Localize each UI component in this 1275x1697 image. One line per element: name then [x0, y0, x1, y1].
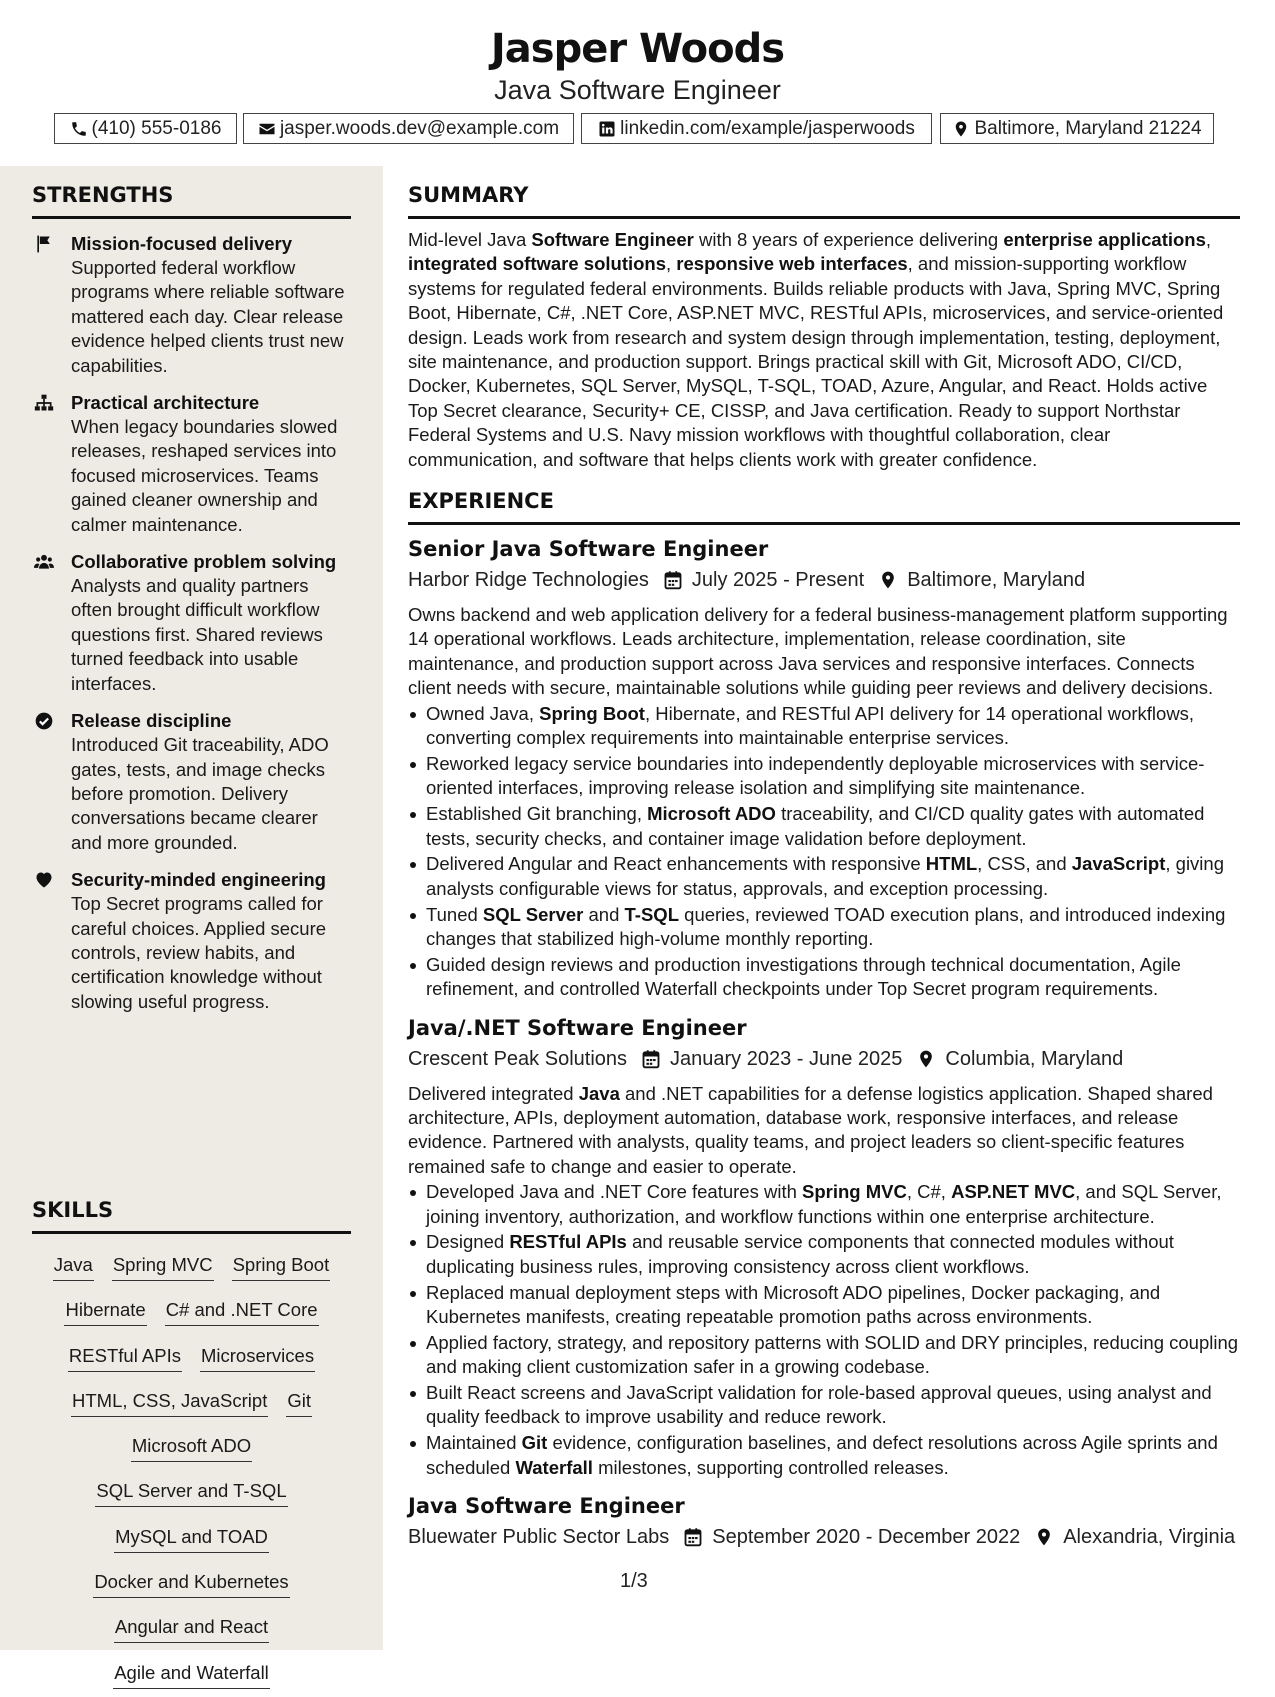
job-title: Java/.NET Software Engineer [408, 1015, 747, 1040]
location-text: Baltimore, Maryland 21224 [974, 117, 1202, 139]
job-location: Columbia, Maryland [945, 1047, 1124, 1070]
sitemap-icon [33, 393, 55, 413]
calendar-icon [683, 1527, 703, 1547]
list-item: Maintained Git evidence, configuration baselines, and defect resolutions across Agile sprints and scheduled Waterfall milestones, supporting controlled releases. [408, 1431, 1240, 1480]
strength-description: Analysts and quality partners often brought difficult workflow questions first. Shared reviews turned feedback into usable interfaces. [71, 575, 323, 694]
job-dates: July 2025 - Present [691, 569, 865, 592]
skill-row [32, 1470, 351, 1515]
strength-item [32, 391, 351, 537]
job-meta [408, 566, 1240, 594]
contact-location[interactable] [940, 113, 1214, 144]
skill-tag: Hibernate [64, 1297, 146, 1326]
strength-title: Security-minded engineering [71, 869, 326, 891]
strength-description: Supported federal workflow programs where reliable software mattered each day. Clear release evidence helped clients trust new capabilities. [71, 257, 345, 376]
experience-heading: EXPERIENCE [408, 488, 1240, 525]
skills-section [32, 1197, 351, 1697]
list-item: Built React screens and JavaScript validation for role-based approval queues, using analyst and quality feedback to improve usability and reduce rework. [408, 1381, 1240, 1430]
list-item: Guided design reviews and production investigations through technical documentation, Agile refinement, and controlled Waterfall checkpoints under Top Secret program requirements. [408, 953, 1240, 1002]
job-location: Baltimore, Maryland [907, 569, 1086, 592]
contact-email[interactable] [243, 113, 574, 144]
strengths-heading: STRENGTHS [32, 182, 351, 219]
strength-title: Practical architecture [71, 392, 260, 414]
job-meta [408, 1045, 1240, 1073]
skill-tag: Docker and Kubernetes [93, 1569, 289, 1598]
skill-tag: Agile and Waterfall [113, 1660, 270, 1689]
contact-bar [0, 113, 1275, 144]
linkedin-text: linkedin.com/example/jasperwoods [620, 117, 915, 139]
strength-item [32, 709, 351, 855]
summary-text: Mid-level Java Software Engineer with 8 years of experience delivering enterprise applications, integrated software solutions, responsive web interfaces, and mission-supporting workflow systems for regulated federal environments. Builds reliable products with Java, Spring MVC, Spring Boot, Hibernate, C#, .NET Core, ASP.NET MVC, RESTful APIs, microservices, and service-oriented design. Leads work from research and system design through implementation, testing, deployment, site maintenance, and production support. Brings practical skill with Git, Microsoft ADO, CI/CD, Docker, Kubernetes, SQL Server, MySQL, T-SQL, TOAD, Azure, Angular, and React. Holds active Top Secret clearance, Security+ CE, CISSP, and Java certification. Ready to support Northstar Federal Systems and U.S. Navy mission workflows with thoughtful collaboration, clear communication, and software that helps clients work with greater confidence. [408, 229, 1224, 470]
skill-tag: HTML, CSS, JavaScript [71, 1388, 268, 1417]
heart-icon [33, 870, 55, 890]
job-company: Crescent Peak Solutions [408, 1047, 628, 1070]
strength-item [32, 550, 351, 696]
skill-tag: Spring MVC [112, 1252, 214, 1281]
job-description: Owns backend and web application delivery for a federal business-management platform supporting 14 operational workflows. Leads architecture, implementation, release coordination, site maintenance, and production support across Java services and responsive interfaces. Connects client needs with secure, maintainable solutions while guiding peer reviews and delivery decisions. [408, 604, 1228, 699]
list-item: Established Git branching, Microsoft ADO traceability, and CI/CD quality gates with automated tests, security checks, and container image validation before deployment. [408, 802, 1240, 851]
job-title: Senior Java Software Engineer [408, 537, 769, 562]
skill-tag: Angular and React [114, 1614, 269, 1643]
strength-description: Introduced Git traceability, ADO gates, tests, and image checks before promotion. Delivery conversations became clearer and more grounded. [71, 734, 329, 853]
skill-tag: Spring Boot [232, 1252, 331, 1281]
skill-row [32, 1335, 351, 1380]
experience-section [408, 488, 1240, 1551]
skill-row [32, 1380, 351, 1425]
candidate-role: Java Software Engineer [494, 75, 781, 105]
skill-row [32, 1425, 351, 1470]
list-item: Developed Java and .NET Core features with Spring MVC, C#, ASP.NET MVC, and SQL Server, joining inventory, authorization, and workflow functions within one enterprise architecture. [408, 1180, 1240, 1229]
strength-title: Mission-focused delivery [71, 233, 293, 254]
resume-header [0, 0, 1275, 106]
strength-description: When legacy boundaries slowed releases, reshaped services into focused microservices. Teams gained cleaner ownership and calmer maintenance. [71, 416, 338, 535]
strength-item [32, 232, 351, 378]
list-item: Delivered Angular and React enhancements with responsive HTML, CSS, and JavaScript, giving analysts configurable views for status, approvals, and exception processing. [408, 852, 1240, 901]
phone-icon [70, 120, 88, 138]
strength-title: Release discipline [71, 710, 232, 732]
contact-phone[interactable] [54, 113, 237, 144]
skill-tag: RESTful APIs [68, 1343, 182, 1372]
map-marker-icon [952, 120, 970, 138]
skills-list [32, 1244, 351, 1697]
skill-tag: C# and .NET Core [165, 1297, 319, 1326]
map-marker-icon [1034, 1527, 1054, 1547]
strength-item [32, 868, 351, 1014]
job-entry [408, 1492, 1240, 1551]
strengths-section [32, 182, 351, 1014]
contact-linkedin[interactable] [581, 113, 932, 144]
list-item: Tuned SQL Server and T-SQL queries, reviewed TOAD execution plans, and introduced indexing changes that stabilized high-volume monthly reporting. [408, 903, 1240, 952]
email-text: jasper.woods.dev@example.com [279, 117, 560, 139]
job-bullets [408, 1180, 1240, 1480]
map-marker-icon [916, 1049, 936, 1069]
job-meta [408, 1523, 1240, 1551]
skills-heading: SKILLS [32, 1197, 351, 1234]
summary-section [408, 182, 1240, 472]
flag-icon [33, 234, 55, 254]
job-entry [408, 535, 1240, 1001]
list-item: Replaced manual deployment steps with Microsoft ADO pipelines, Docker packaging, and Kubernetes manifests, creating repeatable promotion paths across environments. [408, 1281, 1240, 1330]
skill-tag: Java [53, 1252, 94, 1281]
skill-row [32, 1652, 351, 1697]
check-circle-icon [33, 711, 55, 731]
calendar-icon [641, 1049, 661, 1069]
skill-tag: Git [286, 1388, 312, 1417]
phone-text: (410) 555-0186 [91, 117, 222, 139]
list-item: Applied factory, strategy, and repository patterns with SOLID and DRY principles, reducing coupling and making client customization safer in a growing codebase. [408, 1331, 1240, 1380]
strengths-list [32, 232, 351, 1014]
skill-tag: MySQL and TOAD [114, 1524, 269, 1553]
skill-tag: Microservices [200, 1343, 315, 1372]
job-dates: January 2023 - June 2025 [670, 1047, 903, 1070]
skill-row [32, 1244, 351, 1289]
job-location: Alexandria, Virginia [1063, 1525, 1236, 1548]
skill-tag: Microsoft ADO [131, 1433, 252, 1462]
job-company: Harbor Ridge Technologies [408, 569, 649, 592]
skill-tag: SQL Server and T-SQL [95, 1478, 287, 1507]
list-item: Designed RESTful APIs and reusable service components that connected modules without duplicating business rules, improving consistency across client workflows. [408, 1230, 1240, 1279]
jobs-list [408, 535, 1240, 1551]
skill-row [32, 1606, 351, 1651]
strength-title: Collaborative problem solving [71, 551, 337, 573]
job-description: Delivered integrated Java and .NET capabilities for a defense logistics application. Shaped shared architecture, APIs, deployment automation, database work, responsive interfaces, and release evidence. Partnered with analysts, quality teams, and project leaders so client-specific features remained safe to change and easier to operate. [408, 1082, 1213, 1177]
strength-description: Top Secret programs called for careful choices. Applied secure controls, review habits, and certification knowledge without slowing useful progress. [71, 893, 327, 1012]
summary-heading: SUMMARY [408, 182, 1240, 219]
envelope-icon [258, 120, 276, 138]
map-marker-icon [878, 570, 898, 590]
candidate-name: Jasper Woods [490, 26, 785, 72]
list-item: Owned Java, Spring Boot, Hibernate, and RESTful API delivery for 14 operational workflows, converting complex requirements into maintainable enterprise services. [408, 702, 1240, 751]
users-icon [33, 552, 55, 572]
calendar-icon [663, 570, 683, 590]
job-bullets [408, 702, 1240, 1002]
page-number: 1/3 [620, 1570, 648, 1592]
list-item: Reworked legacy service boundaries into independently deployable microservices with service-oriented interfaces, improving release isolation and simplifying site maintenance. [408, 752, 1240, 801]
job-company: Bluewater Public Sector Labs [408, 1525, 670, 1548]
skill-row [32, 1289, 351, 1334]
skill-row [32, 1561, 351, 1606]
linkedin-icon [598, 120, 616, 138]
main-content [408, 166, 1240, 1551]
job-entry [408, 1014, 1240, 1480]
skill-row [32, 1516, 351, 1561]
job-title: Java Software Engineer [408, 1493, 685, 1518]
job-dates: September 2020 - December 2022 [712, 1525, 1021, 1548]
sidebar [0, 166, 383, 1683]
